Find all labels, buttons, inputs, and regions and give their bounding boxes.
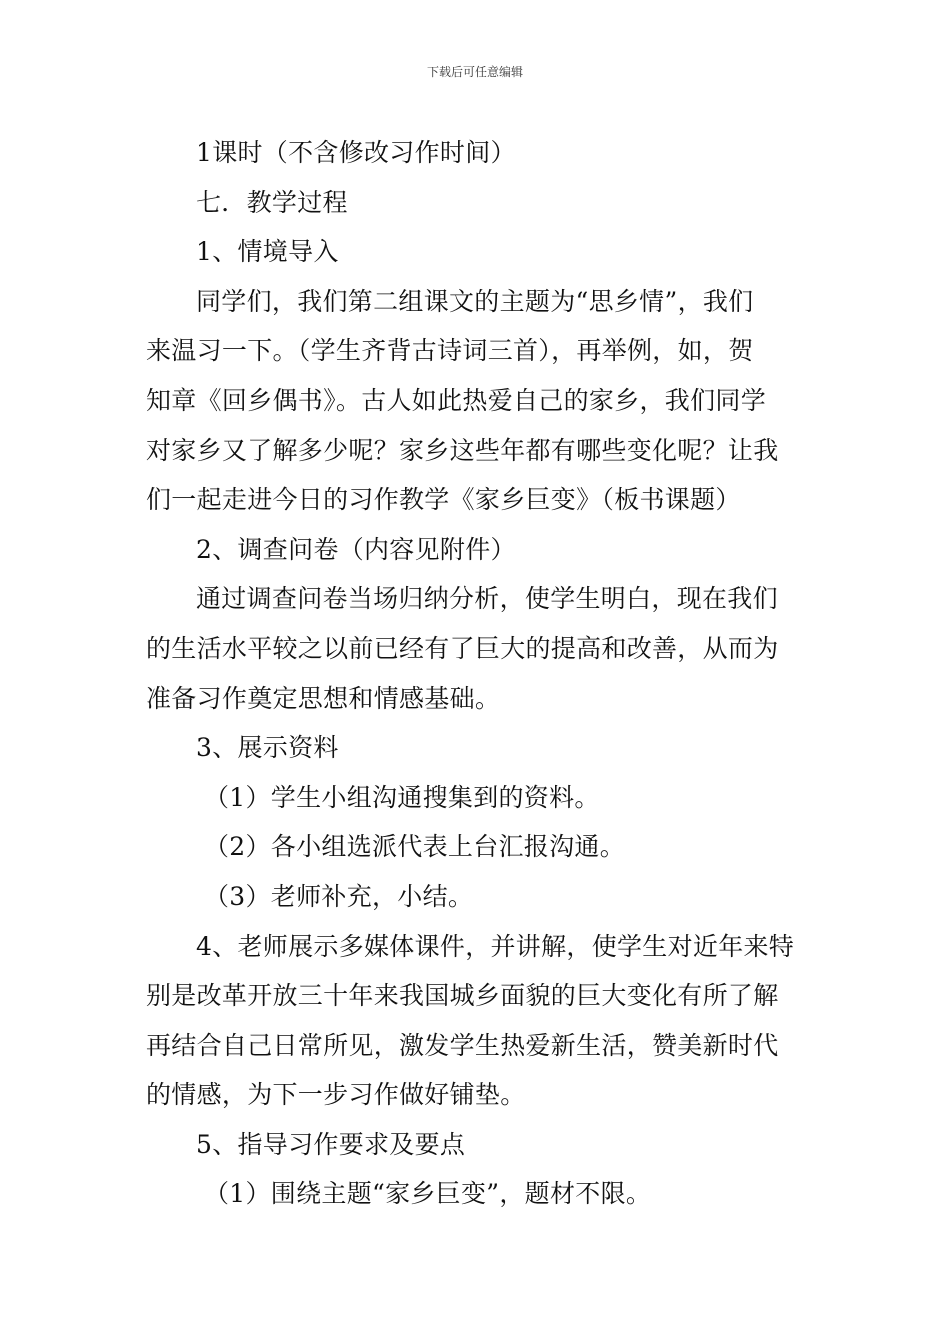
page-header-note: 下载后可任意编辑 [426, 65, 523, 79]
document-body [146, 128, 816, 1219]
section-heading: 七．教学过程 [196, 187, 348, 217]
list-item: （1）围绕主题“家乡巨变”，题材不限。 [204, 1179, 652, 1209]
paragraph-line: 来温习一下。（学生齐背古诗词三首），再举例，如，贺 [146, 336, 754, 366]
step-heading: 3、展示资料 [196, 733, 339, 763]
list-item: （3）老师补充，小结。 [204, 881, 474, 911]
list-item: （2）各小组选派代表上台汇报沟通。 [204, 832, 626, 862]
paragraph-line: 4、老师展示多媒体课件，并讲解，使学生对近年来特 [196, 931, 795, 961]
paragraph-line: 对家乡又了解多少呢？家乡这些年都有哪些变化呢？让我 [146, 435, 779, 465]
step-heading: 1、情境导入 [196, 237, 339, 267]
paragraph-line: 们一起走进今日的习作教学《家乡巨变》（板书课题） [146, 485, 741, 515]
paragraph-line: 通过调查问卷当场归纳分析，使学生明白，现在我们 [196, 584, 778, 614]
paragraph-line: 再结合自己日常所见，激发学生热爱新生活，赞美新时代 [146, 1030, 779, 1060]
paragraph-line: 准备习作奠定思想和情感基础。 [146, 683, 501, 713]
paragraph-line: 别是改革开放三十年来我国城乡面貌的巨大变化有所了解 [146, 981, 779, 1011]
paragraph-line: 的生活水平较之以前已经有了巨大的提高和改善，从而为 [146, 633, 779, 663]
step-heading: 5、指导习作要求及要点 [196, 1129, 466, 1159]
text-line: 1课时（不含修改习作时间） [196, 138, 516, 167]
list-item: （1）学生小组沟通搜集到的资料。 [204, 782, 600, 812]
paragraph-line: 同学们，我们第二组课文的主题为“思乡情”，我们 [196, 286, 754, 316]
paragraph-line: 的情感，为下一步习作做好铺垫。 [146, 1080, 526, 1110]
step-heading: 2、调查问卷（内容见附件） [196, 534, 516, 564]
paragraph-line: 知章《回乡偶书》。古人如此热爱自己的家乡，我们同学 [146, 385, 767, 415]
